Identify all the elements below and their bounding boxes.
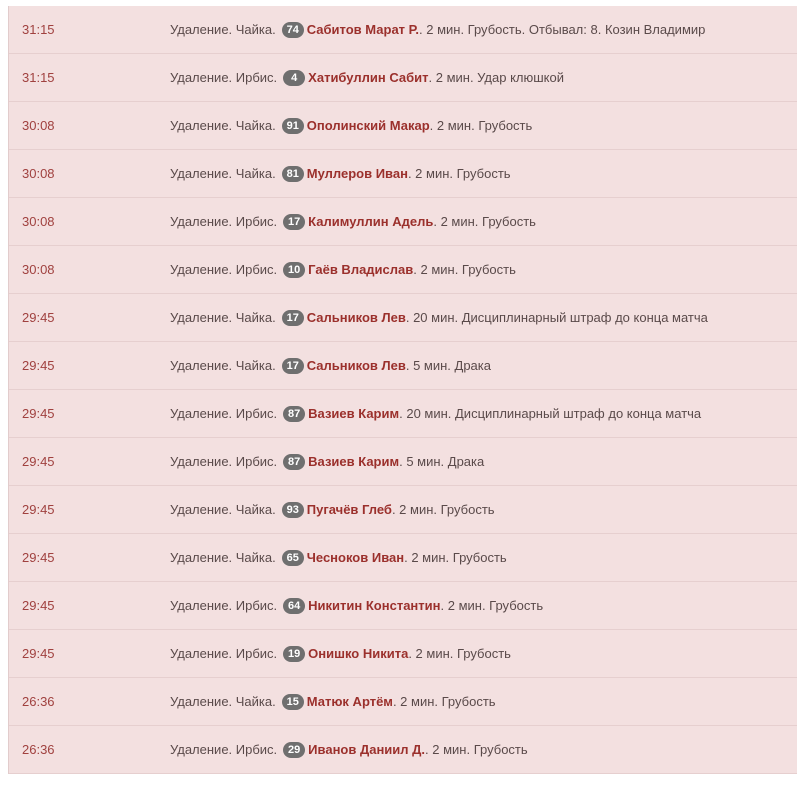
event-row bbox=[9, 630, 797, 678]
event-time: 29:45 bbox=[22, 358, 55, 373]
player-number-badge: 10 bbox=[283, 262, 305, 278]
event-type: Удаление. Чайка. bbox=[170, 502, 276, 517]
event-description bbox=[170, 582, 543, 630]
player-link[interactable]: Калимуллин Адель bbox=[308, 214, 434, 229]
player-link[interactable]: Ополинский Макар bbox=[306, 118, 430, 133]
event-time: 29:45 bbox=[22, 550, 55, 565]
event-description bbox=[170, 630, 511, 678]
event-description bbox=[170, 678, 496, 726]
event-row bbox=[9, 678, 797, 726]
event-type: Удаление. Чайка. bbox=[170, 166, 276, 181]
event-time: 30:08 bbox=[22, 166, 55, 181]
event-time: 26:36 bbox=[22, 742, 55, 757]
event-detail: . 2 мин. Грубость. Отбывал: 8. Козин Владимир bbox=[419, 22, 706, 37]
event-description bbox=[170, 6, 705, 54]
event-row bbox=[9, 54, 797, 102]
event-detail: . 2 мин. Грубость bbox=[391, 502, 495, 517]
player-number-badge: 17 bbox=[282, 310, 304, 326]
event-type: Удаление. Ирбис. bbox=[170, 406, 278, 421]
event-time: 29:45 bbox=[22, 598, 55, 613]
player-number-badge: 81 bbox=[282, 166, 304, 182]
player-link[interactable]: Сальников Лев bbox=[306, 310, 406, 325]
event-row bbox=[9, 294, 797, 342]
player-link[interactable]: Матюк Артём bbox=[306, 694, 393, 709]
event-description bbox=[170, 438, 484, 486]
event-detail: . 2 мин. Грубость bbox=[440, 598, 544, 613]
player-number-badge: 91 bbox=[282, 118, 304, 134]
event-row bbox=[9, 582, 797, 630]
player-link[interactable]: Никитин Константин bbox=[308, 598, 441, 613]
event-type: Удаление. Ирбис. bbox=[170, 262, 278, 277]
event-detail: . 2 мин. Грубость bbox=[407, 166, 511, 181]
player-link[interactable]: Вазиев Карим bbox=[308, 406, 400, 421]
event-time: 31:15 bbox=[22, 70, 55, 85]
event-detail: . 2 мин. Грубость bbox=[404, 550, 507, 565]
player-link[interactable]: Муллеров Иван bbox=[306, 166, 408, 181]
event-type: Удаление. Ирбис. bbox=[170, 646, 278, 661]
player-number-badge: 74 bbox=[282, 22, 304, 38]
event-description bbox=[170, 246, 516, 294]
player-number-badge: 87 bbox=[283, 406, 305, 422]
event-time: 29:45 bbox=[22, 646, 55, 661]
event-row bbox=[9, 438, 797, 486]
event-row bbox=[9, 534, 797, 582]
event-detail: . 2 мин. Грубость bbox=[425, 742, 528, 757]
event-type: Удаление. Чайка. bbox=[170, 358, 276, 373]
event-time: 30:08 bbox=[22, 118, 55, 133]
player-link[interactable]: Иванов Даниил Д. bbox=[308, 742, 426, 757]
event-detail: . 5 мин. Драка bbox=[405, 358, 491, 373]
event-description bbox=[170, 726, 528, 774]
event-row bbox=[9, 726, 797, 774]
event-row bbox=[9, 150, 797, 198]
event-detail: . 2 мин. Грубость bbox=[408, 646, 511, 661]
player-link[interactable]: Вазиев Карим bbox=[308, 454, 400, 469]
event-type: Удаление. Ирбис. bbox=[170, 454, 278, 469]
event-description bbox=[170, 294, 708, 342]
event-time: 30:08 bbox=[22, 262, 55, 277]
event-type: Удаление. Чайка. bbox=[170, 694, 276, 709]
player-number-badge: 4 bbox=[283, 70, 305, 86]
player-link[interactable]: Чесноков Иван bbox=[306, 550, 405, 565]
event-description bbox=[170, 534, 507, 582]
player-number-badge: 15 bbox=[282, 694, 304, 710]
event-type: Удаление. Ирбис. bbox=[170, 742, 278, 757]
event-row bbox=[9, 486, 797, 534]
event-row bbox=[9, 342, 797, 390]
player-link[interactable]: Хатибуллин Сабит bbox=[308, 70, 429, 85]
player-number-badge: 87 bbox=[283, 454, 305, 470]
event-time: 29:45 bbox=[22, 454, 55, 469]
event-row bbox=[9, 6, 797, 54]
event-time: 31:15 bbox=[22, 22, 55, 37]
event-type: Удаление. Чайка. bbox=[170, 22, 276, 37]
event-detail: . 2 мин. Грубость bbox=[429, 118, 533, 133]
event-row bbox=[9, 198, 797, 246]
event-time: 29:45 bbox=[22, 502, 55, 517]
event-description bbox=[170, 390, 701, 438]
player-number-badge: 29 bbox=[283, 742, 305, 758]
event-description bbox=[170, 198, 536, 246]
event-description bbox=[170, 150, 511, 198]
event-type: Удаление. Ирбис. bbox=[170, 70, 278, 85]
event-detail: . 2 мин. Грубость bbox=[392, 694, 496, 709]
event-row bbox=[9, 246, 797, 294]
event-type: Удаление. Чайка. bbox=[170, 310, 276, 325]
player-number-badge: 17 bbox=[283, 214, 305, 230]
event-detail: . 5 мин. Драка bbox=[399, 454, 485, 469]
event-detail: . 2 мин. Грубость bbox=[413, 262, 516, 277]
event-description bbox=[170, 342, 491, 390]
player-number-badge: 64 bbox=[283, 598, 305, 614]
event-description bbox=[170, 486, 495, 534]
player-link[interactable]: Гаёв Владислав bbox=[308, 262, 414, 277]
event-time: 26:36 bbox=[22, 694, 55, 709]
event-type: Удаление. Ирбис. bbox=[170, 214, 278, 229]
event-detail: . 2 мин. Удар клюшкой bbox=[428, 70, 564, 85]
event-time: 29:45 bbox=[22, 310, 55, 325]
event-detail: . 2 мин. Грубость bbox=[433, 214, 536, 229]
event-time: 29:45 bbox=[22, 406, 55, 421]
event-row bbox=[9, 102, 797, 150]
player-link[interactable]: Сальников Лев bbox=[306, 358, 406, 373]
event-detail: . 20 мин. Дисциплинарный штраф до конца матча bbox=[399, 406, 702, 421]
player-number-badge: 65 bbox=[282, 550, 304, 566]
event-detail: . 20 мин. Дисциплинарный штраф до конца матча bbox=[405, 310, 708, 325]
match-events-list bbox=[8, 6, 797, 774]
event-type: Удаление. Чайка. bbox=[170, 118, 276, 133]
event-row bbox=[9, 390, 797, 438]
player-number-badge: 93 bbox=[282, 502, 304, 518]
player-link[interactable]: Пугачёв Глеб bbox=[306, 502, 392, 517]
event-time: 30:08 bbox=[22, 214, 55, 229]
event-description bbox=[170, 102, 532, 150]
event-type: Удаление. Чайка. bbox=[170, 550, 276, 565]
event-description bbox=[170, 54, 564, 102]
player-number-badge: 17 bbox=[282, 358, 304, 374]
player-link[interactable]: Онишко Никита bbox=[308, 646, 409, 661]
player-link[interactable]: Сабитов Марат Р. bbox=[306, 22, 419, 37]
player-number-badge: 19 bbox=[283, 646, 305, 662]
event-type: Удаление. Ирбис. bbox=[170, 598, 278, 613]
